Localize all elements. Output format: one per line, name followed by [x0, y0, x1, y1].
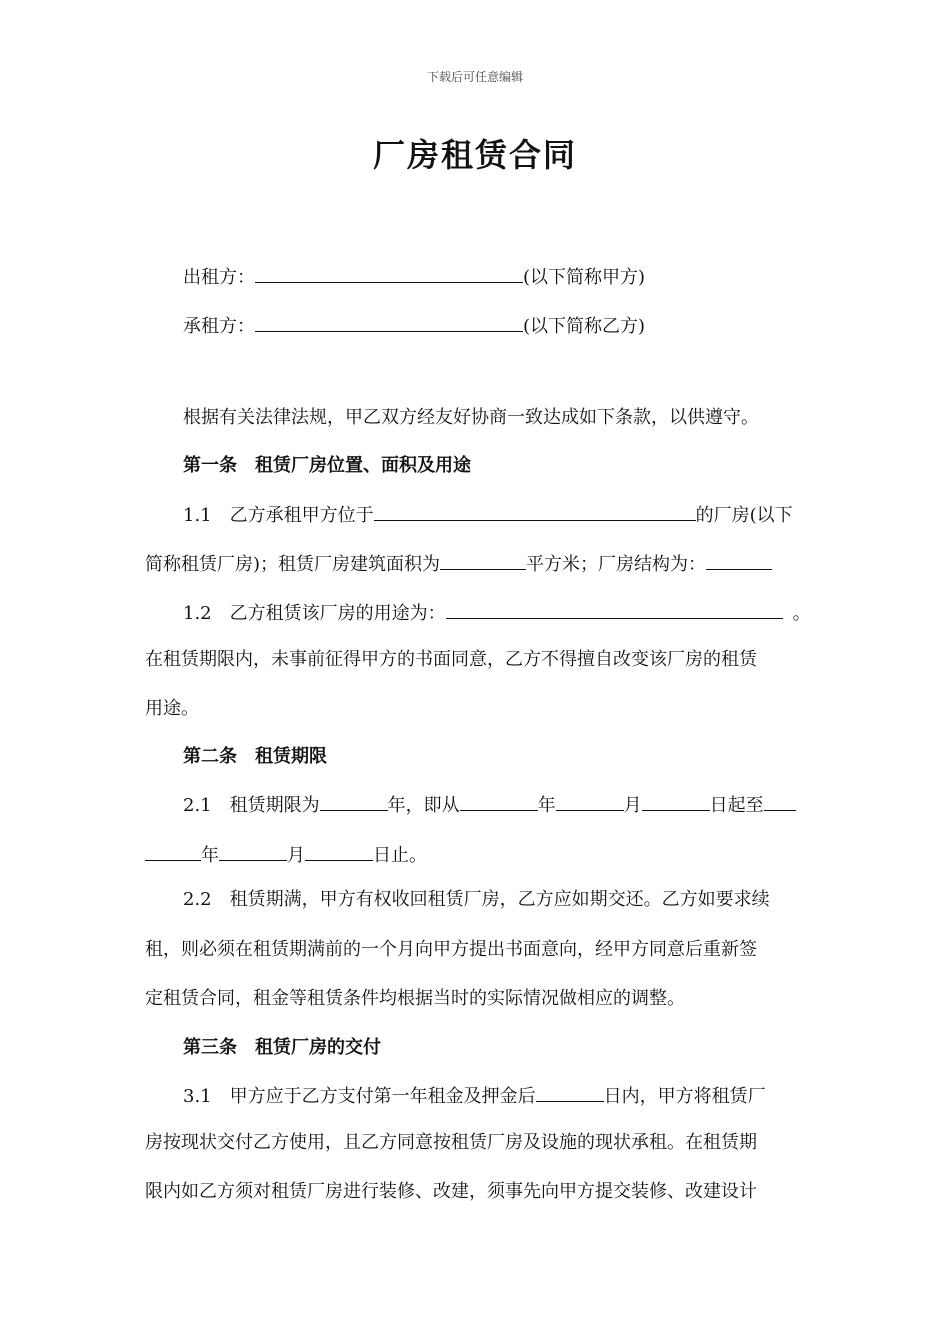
clause-1-1-line-1 — [183, 500, 845, 528]
end-year-blank-b[interactable] — [145, 840, 201, 861]
document-title: 厂房租赁合同 — [372, 136, 577, 174]
article-1-heading — [183, 454, 845, 478]
location-blank[interactable] — [374, 500, 696, 521]
lessor-label: 出租方： — [183, 267, 255, 288]
article-2-title: 租赁期限 — [255, 746, 327, 767]
clause-1-2-line-3: 用途。 — [145, 698, 199, 719]
clause-2-2-line-2: 租，则必须在租赁期满前的一个月向甲方提出书面意向，经甲方同意后重新签 — [145, 939, 757, 960]
clause-3-1-text-a: 甲方应于乙方支付第一年租金及押金后 — [229, 1086, 536, 1107]
header-note: 下载后可任意编辑 — [426, 70, 523, 84]
lessee-label: 承租方： — [183, 316, 255, 337]
clause-1-2-line-1 — [183, 598, 845, 626]
area-blank[interactable] — [440, 549, 526, 570]
end-day-blank[interactable] — [305, 840, 373, 861]
article-3-title: 租赁厂房的交付 — [255, 1037, 381, 1058]
start-day-blank[interactable] — [642, 790, 710, 811]
clause-2-1-text-h: 日止。 — [373, 845, 427, 866]
clause-1-1-text-d: 平方米；厂房结构为： — [526, 554, 707, 575]
article-3-heading — [183, 1036, 845, 1060]
clause-2-2-number: 2.2 — [183, 889, 212, 910]
lessee-blank[interactable] — [255, 311, 523, 332]
clause-2-1-text-e: 日起至 — [709, 795, 764, 816]
start-month-blank[interactable] — [556, 790, 624, 811]
intro-paragraph: 根据有关法律法规，甲乙双方经友好协商一致达成如下条款，以供遵守。 — [183, 407, 759, 428]
clause-2-1-text-c: 年 — [537, 795, 556, 816]
structure-blank[interactable] — [706, 549, 772, 570]
clause-1-2-text-a: 乙方租赁该厂房的用途为： — [229, 603, 446, 624]
clause-2-1-text-f: 年 — [201, 845, 219, 866]
term-years-blank[interactable] — [320, 790, 388, 811]
clause-1-1-text-a: 乙方承租甲方位于 — [229, 505, 374, 526]
clause-2-1-text-a: 租赁期限为 — [229, 795, 320, 816]
clause-2-1-line-2 — [145, 840, 807, 868]
article-1-number: 第一条 — [183, 455, 237, 476]
end-year-blank-a[interactable] — [764, 790, 796, 811]
clause-3-1-number: 3.1 — [183, 1086, 212, 1107]
article-3-number: 第三条 — [183, 1037, 237, 1058]
clause-3-1-line-2: 房按现状交付乙方使用，且乙方同意按租赁厂房及设施的现状承租。在租赁期 — [145, 1132, 757, 1153]
delivery-days-blank[interactable] — [536, 1081, 604, 1102]
lessor-line — [183, 262, 845, 290]
clause-2-1-text-d: 月 — [623, 795, 642, 816]
article-2-heading — [183, 745, 845, 769]
lessor-blank[interactable] — [255, 262, 523, 283]
clause-2-1-number: 2.1 — [183, 795, 212, 816]
clause-2-2-line-3: 定租赁合同，租金等租赁条件均根据当时的实际情况做相应的调整。 — [145, 988, 685, 1009]
clause-2-2-line-1 — [183, 888, 845, 912]
start-year-blank[interactable] — [460, 790, 538, 811]
article-1-title: 租赁厂房位置、面积及用途 — [255, 455, 471, 476]
clause-1-2-text-b: 。 — [792, 603, 811, 624]
end-month-blank[interactable] — [219, 840, 287, 861]
usage-blank[interactable] — [446, 598, 783, 619]
article-2-number: 第二条 — [183, 746, 237, 767]
clause-2-1-text-g: 月 — [287, 845, 305, 866]
clause-1-2-number: 1.2 — [183, 603, 212, 624]
clause-1-1-number: 1.1 — [183, 505, 212, 526]
clause-2-1-line-1 — [183, 790, 845, 818]
lessor-suffix: (以下简称甲方) — [523, 267, 646, 288]
clause-3-1-line-1 — [183, 1081, 845, 1109]
clause-2-1-text-b: 年，即从 — [387, 795, 460, 816]
clause-1-1-text-c: 简称租赁厂房)；租赁厂房建筑面积为 — [145, 554, 441, 575]
clause-3-1-line-3: 限内如乙方须对租赁厂房进行装修、改建，须事先向甲方提交装修、改建设计 — [145, 1181, 757, 1202]
lessee-line — [183, 311, 845, 339]
clause-2-2-text-a: 租赁期满，甲方有权收回租赁厂房，乙方应如期交还。乙方如要求续 — [229, 889, 770, 910]
clause-1-2-line-2: 在租赁期限内，未事前征得甲方的书面同意，乙方不得擅自改变该厂房的租赁 — [145, 649, 757, 670]
lessee-suffix: (以下简称乙方) — [523, 316, 646, 337]
clause-1-1-line-2 — [145, 549, 807, 577]
clause-3-1-text-b: 日内，甲方将租赁厂 — [603, 1086, 766, 1107]
clause-1-1-text-b: 的厂房(以下 — [695, 505, 793, 526]
